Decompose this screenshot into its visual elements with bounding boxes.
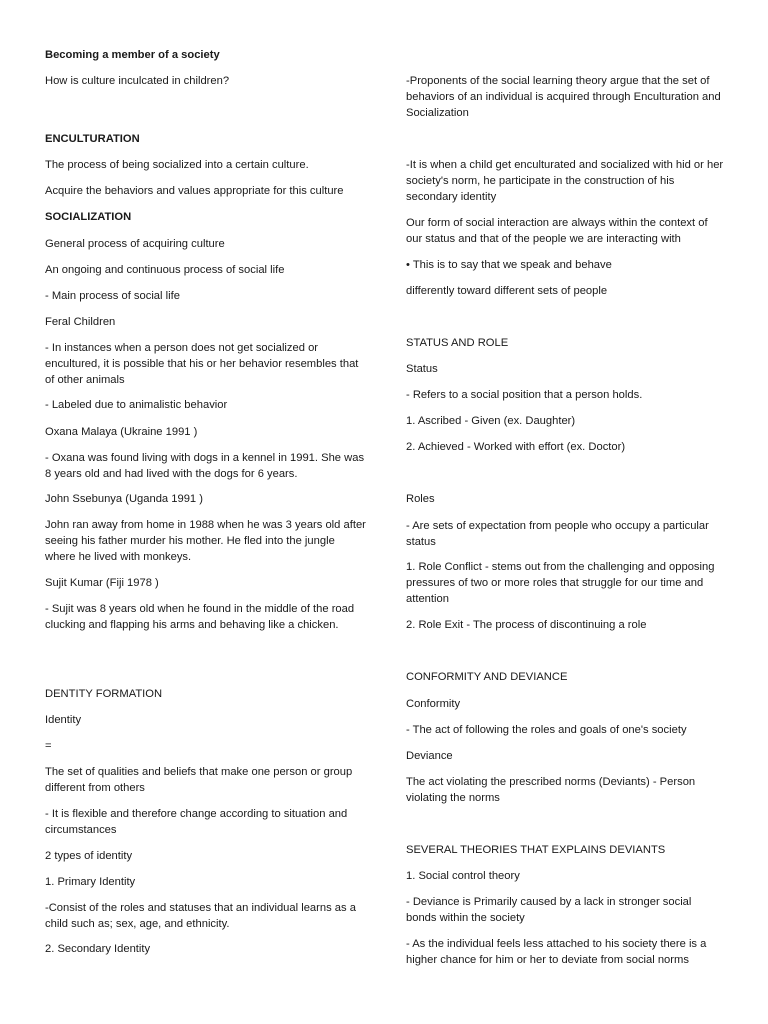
paragraph: -Proponents of the social learning theory argue that the set of behaviors of an individual is acquired through Enculturation and Socialization <box>406 75 721 119</box>
section-heading: ENCULTURATION <box>45 133 140 145</box>
paragraph: Feral Children <box>45 316 116 328</box>
paragraph: General process of acquiring culture <box>45 238 225 250</box>
paragraph: The set of qualities and beliefs that make one person or group different from others <box>45 766 353 794</box>
paragraph: - It is flexible and therefore change according to situation and circumstances <box>45 808 348 836</box>
paragraph: DENTITY FORMATION <box>45 688 163 700</box>
paragraph: Sujit Kumar (Fiji 1978 ) <box>45 577 159 589</box>
paragraph: The act violating the prescribed norms (Deviants) - Person violating the norms <box>406 776 696 804</box>
paragraph: CONFORMITY AND DEVIANCE <box>406 671 568 683</box>
paragraph: = <box>45 740 52 752</box>
paragraph: Deviance <box>406 750 453 762</box>
paragraph: - Main process of social life <box>45 290 180 302</box>
paragraph: Oxana Malaya (Ukraine 1991 ) <box>45 426 198 438</box>
paragraph: - Refers to a social position that a person holds. <box>406 389 643 401</box>
section-heading: SOCIALIZATION <box>45 211 132 223</box>
paragraph: -Consist of the roles and statuses that an individual learns as a child such as; sex, age, and ethnicity. <box>45 902 356 930</box>
paragraph: - In instances when a person does not get socialized or encultured, it is possible that his or her behavior resembles that of other animals <box>45 342 359 386</box>
paragraph: - The act of following the roles and goals of one's society <box>406 724 687 736</box>
paragraph: 2. Role Exit - The process of discontinuing a role <box>406 619 647 631</box>
paragraph: An ongoing and continuous process of social life <box>45 264 285 276</box>
section-heading: Becoming a member of a society <box>45 49 220 61</box>
paragraph: 2 types of identity <box>45 850 133 862</box>
paragraph: - Deviance is Primarily caused by a lack in stronger social bonds within the society <box>406 896 692 924</box>
paragraph: The process of being socialized into a certain culture. <box>45 159 309 171</box>
paragraph: 2. Secondary Identity <box>45 943 151 955</box>
paragraph: - As the individual feels less attached to his society there is a higher chance for him or her to deviate from social norms <box>406 938 707 966</box>
paragraph: John Ssebunya (Uganda 1991 ) <box>45 493 203 505</box>
paragraph: - Are sets of expectation from people who occupy a particular status <box>406 520 709 548</box>
paragraph: differently toward different sets of people <box>406 285 608 297</box>
paragraph: SEVERAL THEORIES THAT EXPLAINS DEVIANTS <box>406 844 666 856</box>
paragraph: 2. Achieved - Worked with effort (ex. Doctor) <box>406 441 626 453</box>
paragraph: 1. Ascribed - Given (ex. Daughter) <box>406 415 576 427</box>
paragraph: Acquire the behaviors and values appropriate for this culture <box>45 185 344 197</box>
paragraph: STATUS AND ROLE <box>406 337 509 349</box>
paragraph: Conformity <box>406 698 461 710</box>
paragraph: Roles <box>406 493 435 505</box>
paragraph: 1. Primary Identity <box>45 876 136 888</box>
paragraph: Identity <box>45 714 82 726</box>
paragraph: • This is to say that we speak and behave <box>406 259 612 271</box>
paragraph: 1. Role Conflict - stems out from the challenging and opposing pressures of two or more roles that struggle for our time and attention <box>406 561 715 605</box>
paragraph: - Sujit was 8 years old when he found in the middle of the road clucking and flapping his arms and behaving like a chicken. <box>45 603 355 631</box>
paragraph: Status <box>406 363 438 375</box>
paragraph: - Labeled due to animalistic behavior <box>45 399 228 411</box>
paragraph: 1. Social control theory <box>406 870 520 882</box>
paragraph: -It is when a child get enculturated and socialized with hid or her society's norm, he participate in the construction of his secondary identity <box>406 159 724 203</box>
paragraph: How is culture inculcated in children? <box>45 75 230 87</box>
paragraph: - Oxana was found living with dogs in a kennel in 1991. She was 8 years old and had lived with the dogs for 6 years. <box>45 452 365 480</box>
paragraph: John ran away from home in 1988 when he was 3 years old after seeing his father murder his mother. He fled into the jungle where he lived with monkeys. <box>45 519 366 563</box>
paragraph: Our form of social interaction are always within the context of our status and that of the people we are interacting with <box>406 217 708 245</box>
